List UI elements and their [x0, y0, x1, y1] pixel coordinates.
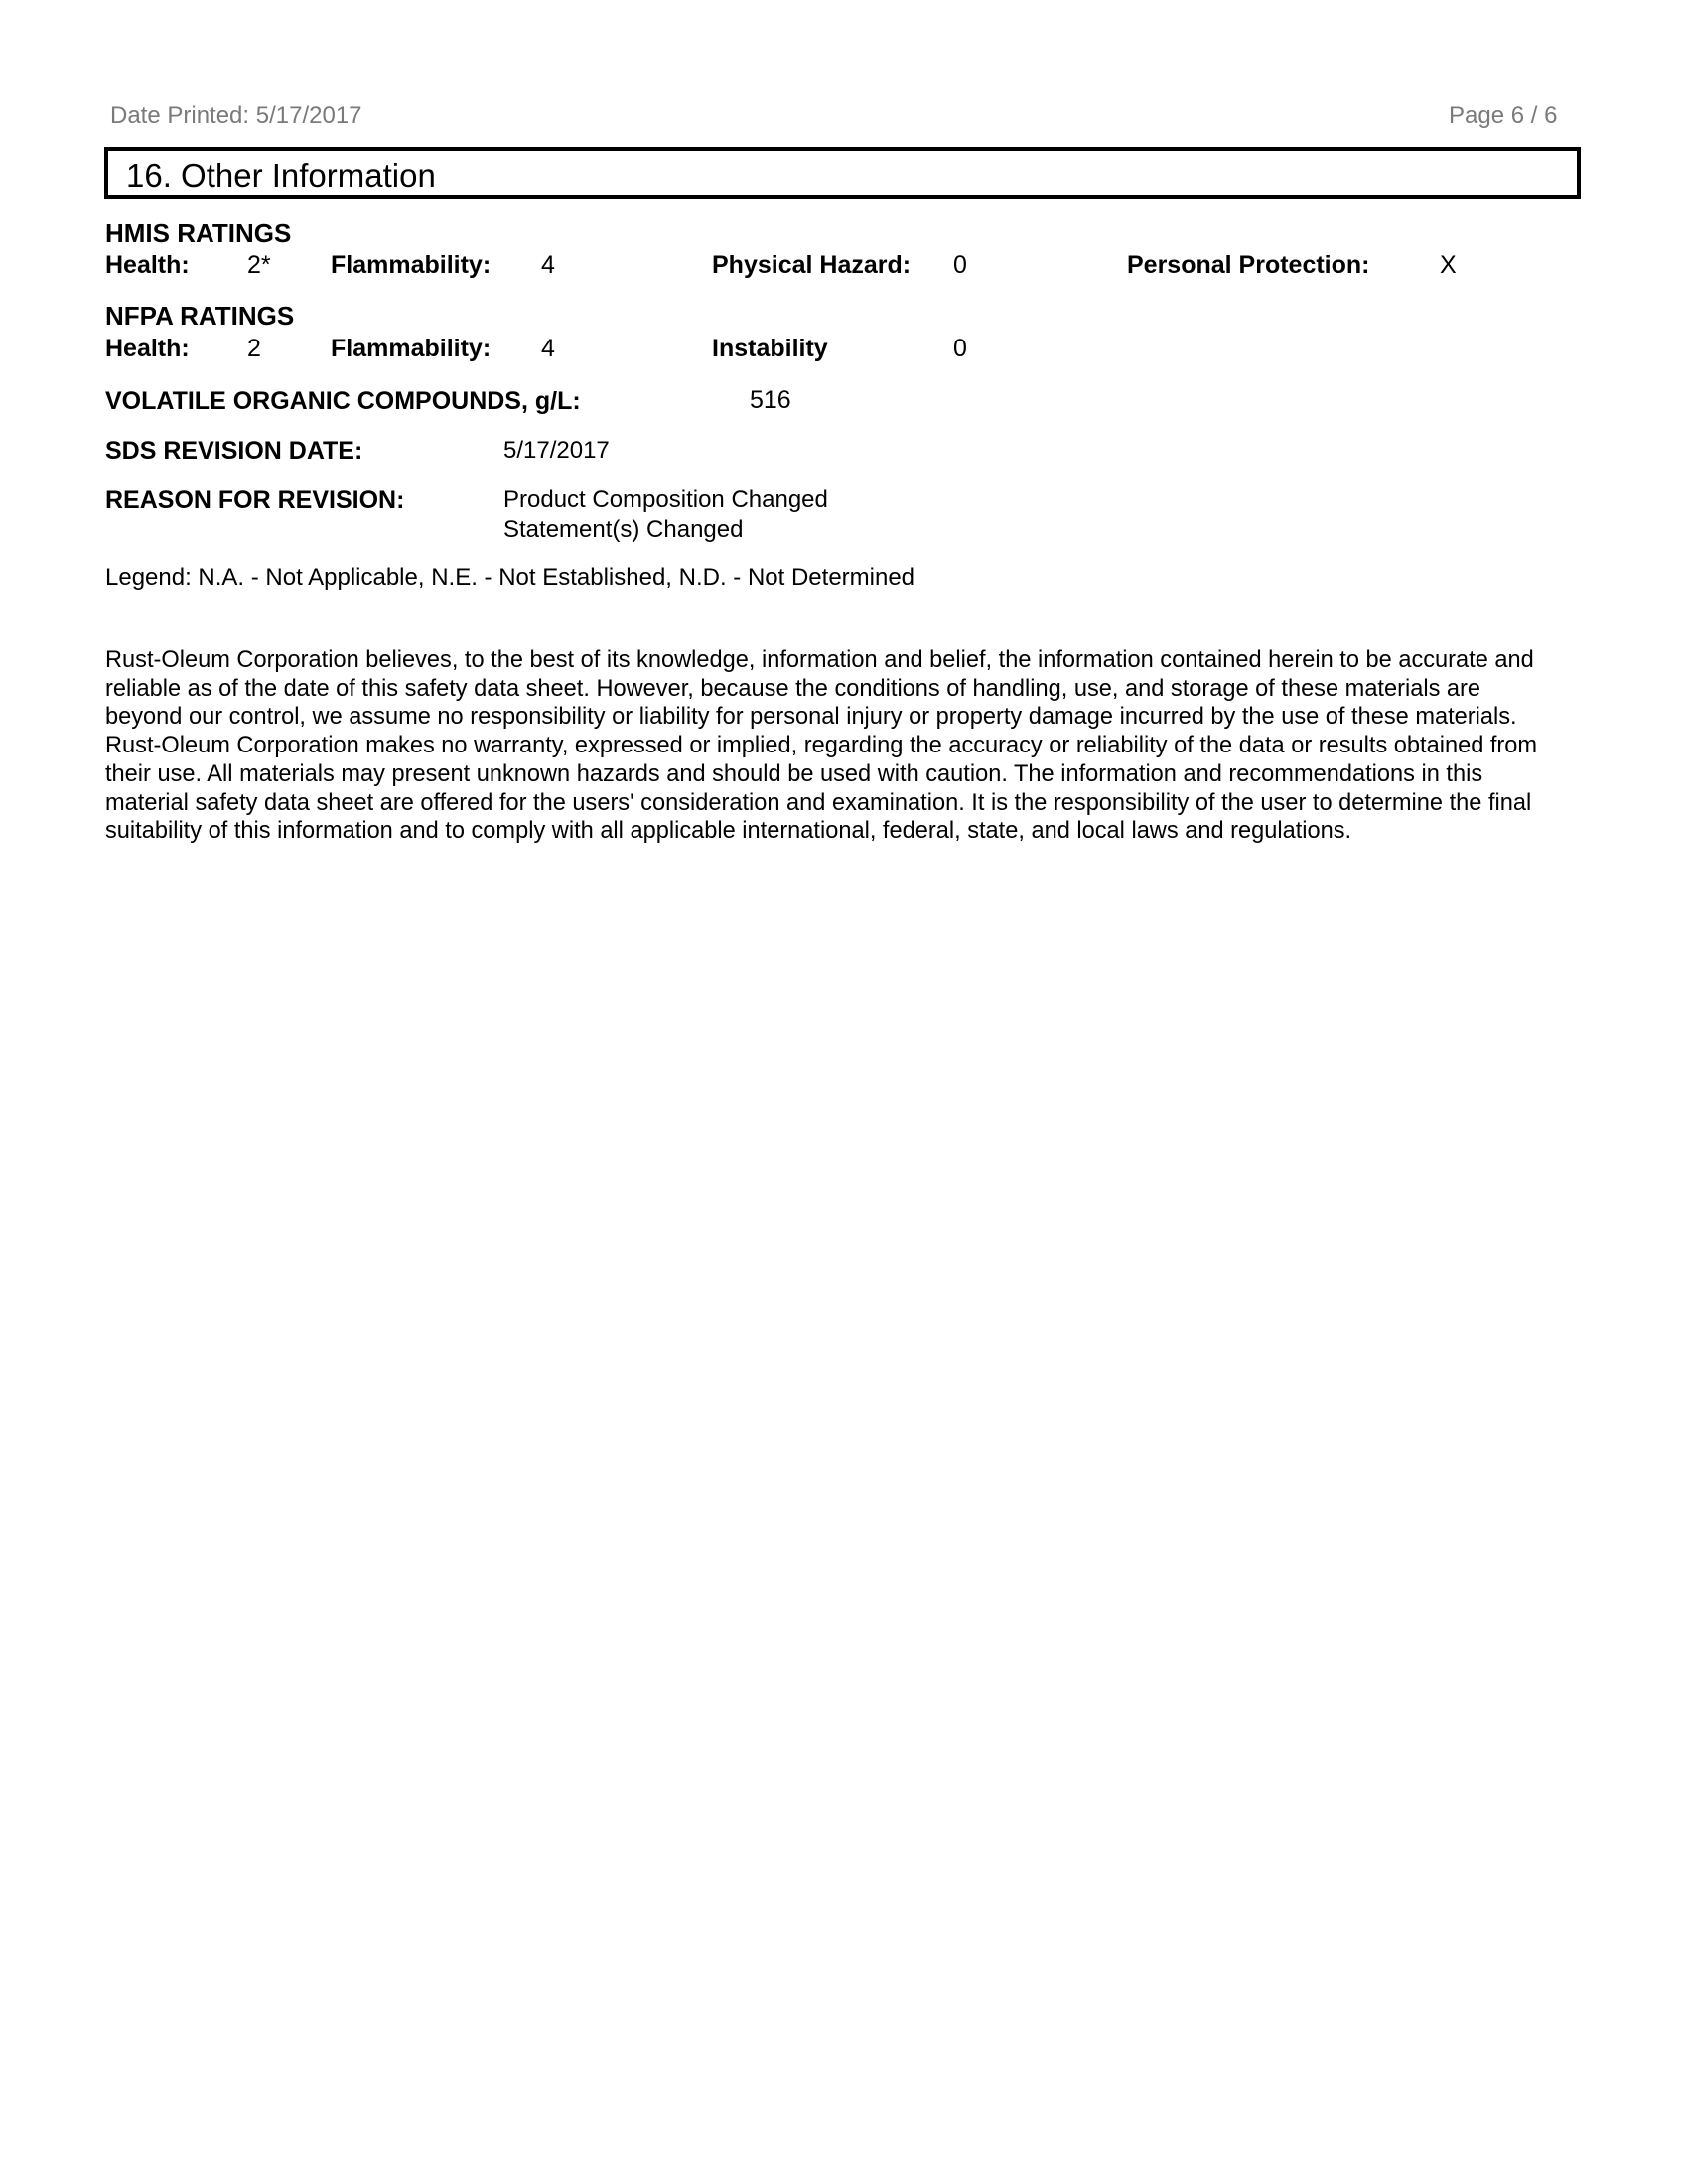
hmis-physical-hazard-label: Physical Hazard: [712, 251, 912, 279]
hmis-physical-hazard-value: 0 [953, 251, 967, 279]
hmis-personal-protection-value: X [1440, 251, 1457, 279]
nfpa-flammability-label: Flammability: [331, 335, 492, 362]
legend-text: Legend: N.A. - Not Applicable, N.E. - Not Established, N.D. - Not Determined [105, 564, 915, 591]
nfpa-instability-label: Instability [712, 335, 828, 362]
date-printed: Date Printed: 5/17/2017 [110, 102, 362, 129]
disclaimer-paragraph: Rust-Oleum Corporation believes, to the best of its knowledge, information and belief, the information contained herein to be accurate and reliable as of the date of this safety data sheet. However, because the conditions of handling, use, and storage of these materials are beyond our control, we assume no responsibility or liability for personal injury or property damage incurred by the use of these materials. Rust-Oleum Corporation makes no warranty, expressed or implied, regarding the accuracy or reliability of the data or results obtained from their use. All materials may present unknown hazards and should be used with caution. The information and recommendations in this material safety data sheet are offered for the users' consideration and examination. It is the responsibility of the user to determine the final suitability of this information and to comply with all applicable international, federal, state, and local laws and regulations. [105, 647, 1538, 845]
hmis-health-value: 2* [247, 251, 271, 279]
revision-reason-line-1: Product Composition Changed [503, 486, 828, 513]
nfpa-health-label: Health: [105, 335, 190, 362]
section-title: 16. Other Information [126, 157, 436, 194]
hmis-heading: HMIS RATINGS [105, 218, 292, 248]
hmis-personal-protection-label: Personal Protection: [1127, 251, 1370, 279]
voc-value: 516 [750, 386, 791, 414]
nfpa-flammability-value: 4 [541, 335, 555, 362]
revision-date-label: SDS REVISION DATE: [105, 437, 363, 465]
revision-reason-label: REASON FOR REVISION: [105, 486, 405, 514]
revision-date-value: 5/17/2017 [503, 437, 610, 464]
nfpa-instability-value: 0 [953, 335, 967, 362]
nfpa-health-value: 2 [247, 335, 261, 362]
voc-label: VOLATILE ORGANIC COMPOUNDS, g/L: [105, 387, 581, 415]
section-header-box [104, 147, 1581, 199]
page-number: Page 6 / 6 [1449, 102, 1558, 129]
hmis-flammability-label: Flammability: [331, 251, 492, 279]
hmis-flammability-value: 4 [541, 251, 555, 279]
hmis-health-label: Health: [105, 251, 190, 279]
nfpa-heading: NFPA RATINGS [105, 301, 295, 331]
revision-reason-line-2: Statement(s) Changed [503, 516, 744, 543]
